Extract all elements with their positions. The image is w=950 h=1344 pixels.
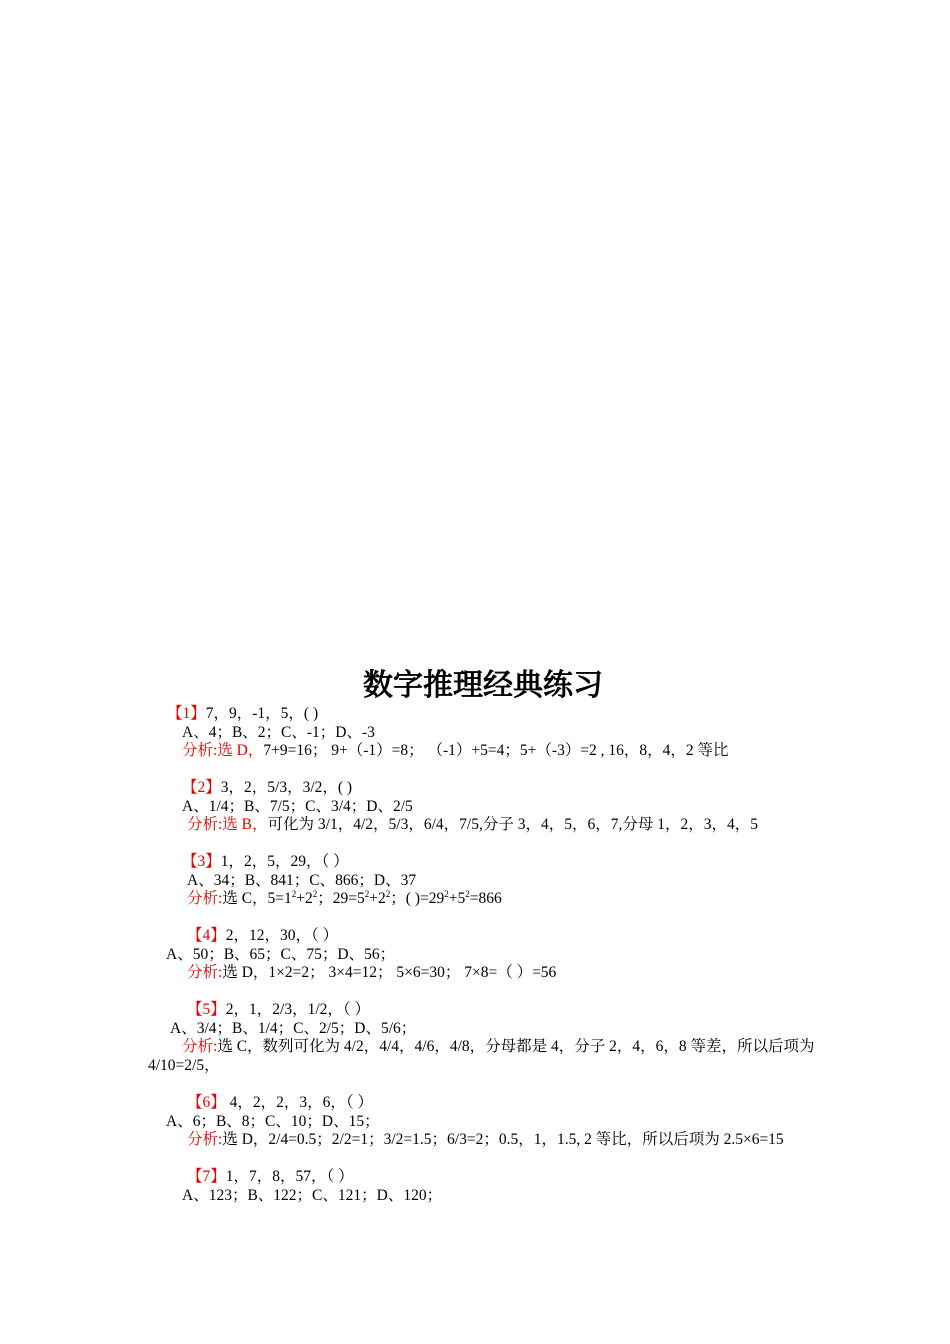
question-6-analysis: 分析:选 D，2/4=0.5；2/2=1；3/2=1.5；6/3=2；0.5，1，1.5, 2 等比，所以后项为 2.5×6=15 [187,1131,784,1148]
question-4-stem: 【4】2，12，30，（ ） [187,927,339,944]
question-5-analysis: 分析:选 C，数列可化为 4/2，4/4，4/6，4/8，分母都是 4，分子 2，4，6，8 等差，所以后项为 [182,1038,815,1055]
question-7-options: A、123；B、122；C、121；D、120； [182,1187,443,1204]
question-3-number: 【3】 [182,853,221,870]
question-1-options: A、4；B、2；C、-1；D、-3 [182,724,375,741]
question-3-stem: 【3】1，2，5，29，（ ） [182,853,349,870]
question-6-stem: 【6】 4，2，2，3，6，（ ） [187,1094,374,1111]
question-5-number: 【5】 [187,1001,226,1018]
question-1-stem: 【1】7，9，-1，5，( ) [167,705,319,722]
question-2-analysis: 分析:选 B，可化为 3/1，4/2，5/3，6/4，7/5,分子 3，4，5，6，7,分母 1，2，3，4，5 [187,816,758,833]
question-6-options: A、6；B、8；C、10；D、15； [166,1113,380,1130]
question-5-stem: 【5】2，1，2/3，1/2，（ ） [187,1001,371,1018]
question-4-options: A、50；B、65；C、75；D、56； [166,946,396,963]
question-5-options: A、3/4；B、1/4；C、2/5；D、5/6； [170,1020,417,1037]
question-5-analysis-cont: 4/10=2/5， [148,1057,220,1074]
question-1-analysis: 分析:选 D，7+9=16； 9+（-1）=8； （-1）+5=4；5+（-3）=2 , 16，8，4，2 等比 [182,742,729,759]
question-6-number: 【6】 [187,1094,226,1111]
question-7-stem: 【7】1，7，8，57，（ ） [187,1168,354,1185]
question-3-analysis: 分析:选 C，$5=1^2+2^2$；$29=5^2+2^2$；( )$=29^2+5^2=866$ [187,889,502,907]
question-1-number: 【1】 [167,705,206,722]
page-title: 数字推理经典练习 [363,668,603,703]
question-4-analysis: 分析:选 D，1×2=2； 3×4=12； 5×6=30； 7×8=（ ）=56 [187,964,557,981]
question-2-number: 【2】 [182,779,221,796]
question-3-options: A、34；B、841；C、866；D、37 [187,872,417,889]
question-7-number: 【7】 [187,1168,226,1185]
question-2-stem: 【2】3，2，5/3，3/2，( ) [182,779,353,796]
question-4-number: 【4】 [187,927,226,944]
question-2-options: A、1/4；B、7/5；C、3/4；D、2/5 [182,798,413,815]
